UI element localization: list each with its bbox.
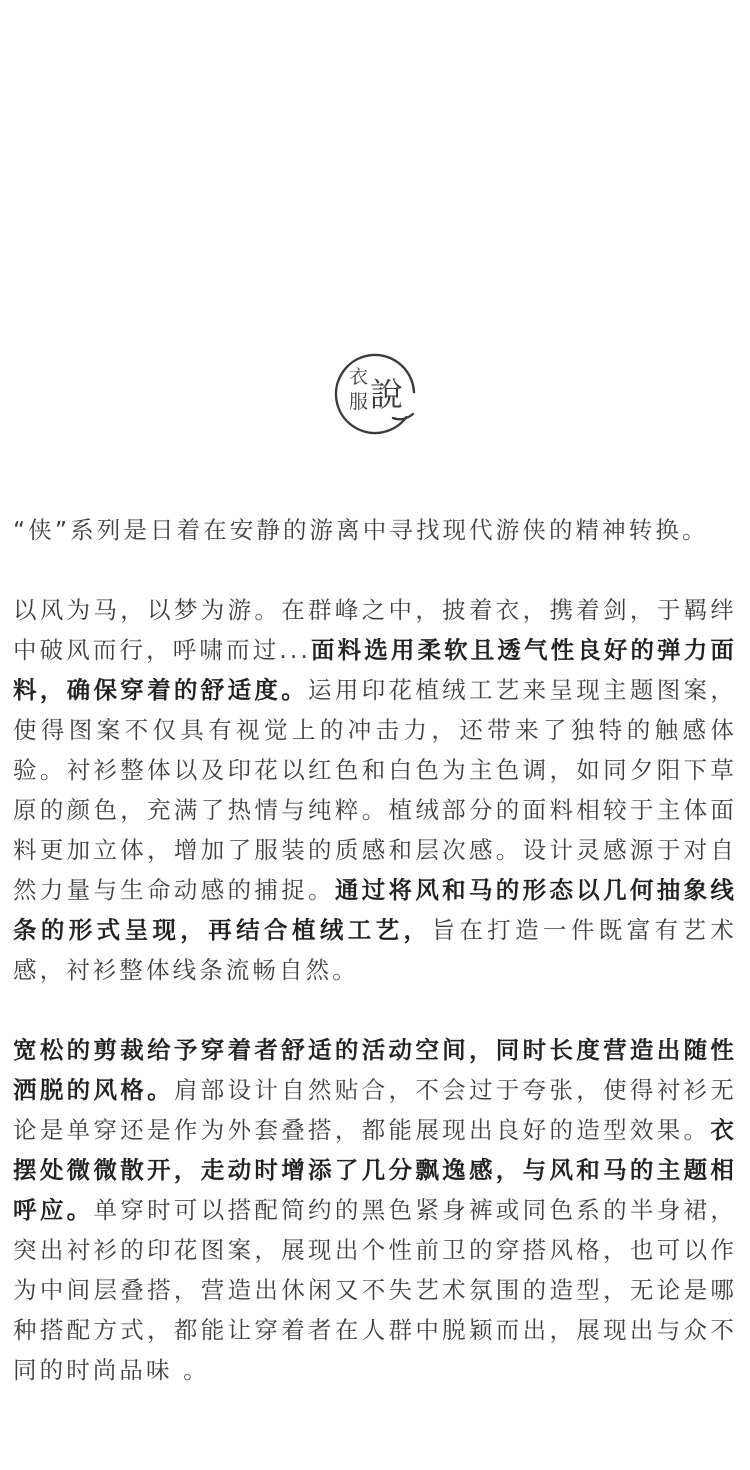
logo-char-yi: 衣 [349, 366, 369, 388]
paragraph-text: 以风为马，以梦为游。在群峰之中，披着衣，携着剑，于羁绊中破风而行，呼啸而过... [13, 596, 737, 664]
paragraph-text: “侠”系列是日着在安静的游离中寻找现代游侠的精神转换。 [13, 516, 709, 544]
paragraph-text: 运用印花植绒工艺来呈现主题图案，使得图案不仅具有视觉上的冲击力，还带来了独特的触感体验。衬衫整体以及印花以红色和白色为主色调，如同夕阳下草原的颜色，充满了热情与纯粹。植绒部分的面料相较于主体面料更加立体，增加了服装的质感和层次感。设计灵感源于对自然力量与生命动感的捕捉。 [13, 676, 737, 904]
paragraph-bold-text: 衣摆处微微散开，走动时增添了几分飘逸感，与风和马的主题相呼应。 [13, 1116, 737, 1224]
logo-char-fu: 服 [349, 391, 369, 413]
paragraph-text: 肩部设计自然贴合，不会过于夸张，使得衬衫无论是单穿还是作为外套叠搭，都能展现出良好的造型效果。 [13, 1076, 737, 1144]
paragraph-text: 单穿时可以搭配简约的黑色紧身裤或同色系的半身裙，突出衬衫的印花图案，展现出个性前卫的穿搭风格，也可以作为中间层叠搭，营造出休闲又不失艺术氛围的造型，无论是哪种搭配方式，都能让穿着者在人群中脱颖而出，展现出与众不同的时尚品味 。 [13, 1196, 737, 1384]
paragraph-bold-text: 面料选用柔软且透气性良好的弹力面料，确保穿着的舒适度。 [13, 636, 737, 704]
paragraph-bold-text: 通过将风和马的形态以几何抽象线条的形式呈现，再结合植绒工艺， [13, 876, 737, 944]
paragraph-bold-text: 宽松的剪裁给予穿着者舒适的活动空间，同时长度营造出随性洒脱的风格。 [13, 1036, 737, 1104]
paragraph-text: 旨在打造一件既富有艺术感，衬衫整体线条流畅自然。 [13, 916, 737, 984]
brand-seal-logo [333, 352, 419, 438]
article-body [13, 510, 737, 1390]
paragraph-fabric [13, 590, 737, 990]
paragraph-intro [13, 510, 737, 550]
logo-char-shuo: 說 [370, 375, 403, 414]
paragraph-cut [13, 1030, 737, 1390]
